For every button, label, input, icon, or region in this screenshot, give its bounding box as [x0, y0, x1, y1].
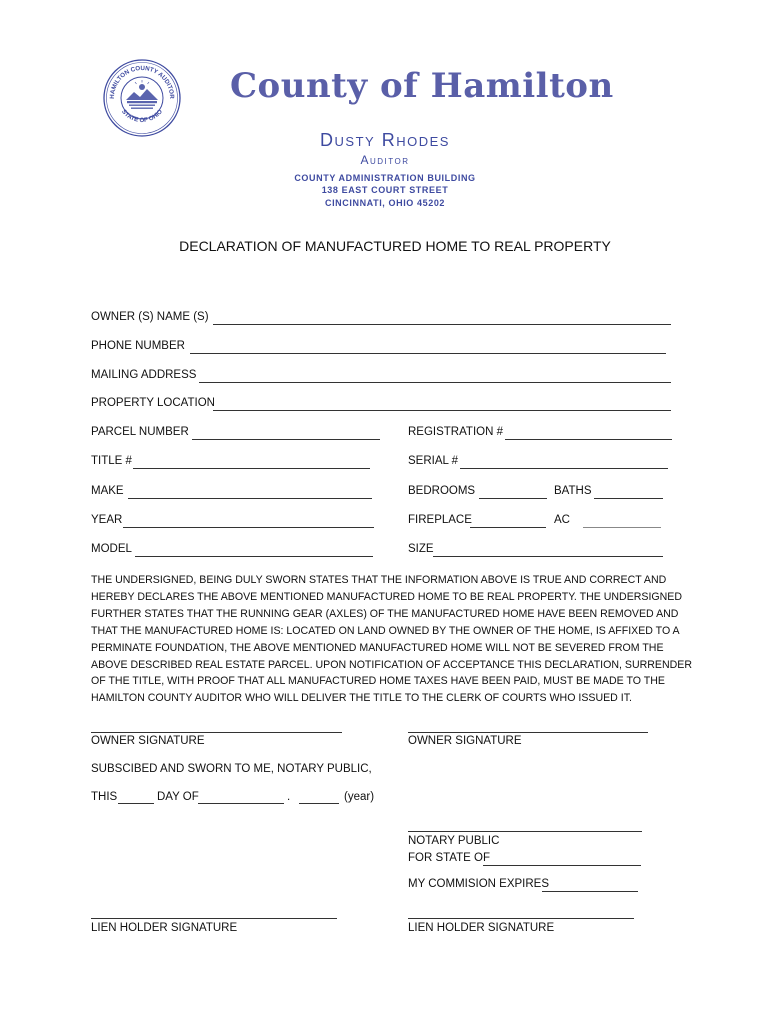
state-field[interactable] — [483, 865, 641, 866]
title-number-field[interactable] — [133, 468, 370, 469]
address-line-2: 138 EAST COURT STREET — [321, 185, 449, 195]
model-label: MODEL — [91, 543, 132, 555]
county-auditor-seal — [102, 58, 182, 138]
declaration-line: ABOVE DESCRIBED REAL ESTATE PARCEL. UPON NOTIFICATION OF ACCEPTANCE THIS DECLARATION, SURRENDER — [91, 658, 692, 671]
svg-text:STATE OF OHIO — [120, 108, 164, 124]
notary-signature-line[interactable] — [408, 831, 642, 832]
bedrooms-field[interactable] — [479, 498, 547, 499]
lien-holder-signature-2-label: LIEN HOLDER SIGNATURE — [408, 922, 555, 934]
notary-public-label: NOTARY PUBLIC — [408, 835, 500, 847]
fireplace-label: FIREPLACE — [408, 514, 472, 526]
year-hint: (year) — [344, 791, 375, 803]
serial-field[interactable] — [460, 468, 668, 469]
registration-label: REGISTRATION # — [408, 426, 503, 438]
title-number-label: TITLE # — [91, 455, 132, 467]
day-field[interactable] — [118, 803, 154, 804]
county-title: County of Hamilton — [230, 66, 614, 106]
phone-number-field[interactable] — [190, 353, 666, 354]
declaration-line: HEREBY DECLARES THE ABOVE MENTIONED MANUFACTURED HOME TO BE REAL PROPERTY. THE UNDERSIGNED — [91, 590, 683, 603]
lien-holder-signature-1-label: LIEN HOLDER SIGNATURE — [91, 922, 238, 934]
owner-signature-2-label: OWNER SIGNATURE — [408, 735, 522, 747]
model-field[interactable] — [135, 556, 373, 557]
property-location-field[interactable] — [213, 410, 671, 411]
auditor-name: Dusty Rhodes — [320, 130, 450, 150]
ac-label: AC — [554, 514, 570, 526]
year-field[interactable] — [123, 527, 374, 528]
parcel-number-field[interactable] — [192, 439, 380, 440]
make-field[interactable] — [128, 498, 372, 499]
mailing-address-field[interactable] — [199, 382, 671, 383]
bedrooms-label: BEDROOMS — [408, 485, 476, 497]
subscribed-statement: SUBSCIBED AND SWORN TO ME, NOTARY PUBLIC, — [91, 763, 372, 775]
size-label: SIZE — [408, 543, 434, 555]
address-line-1: COUNTY ADMINISTRATION BUILDING — [294, 173, 476, 183]
declaration-line: OF THE TITLE, WITH PROOF THAT ALL MANUFACTURED HOME TAXES HAVE BEEN PAID, MUST BE MADE TO THE — [91, 675, 665, 688]
for-state-of-label: FOR STATE OF — [408, 852, 490, 864]
declaration-line: THE UNDERSIGNED, BEING DULY SWORN STATES THAT THE INFORMATION ABOVE IS TRUE AND CORRECT AND — [91, 574, 667, 586]
declaration-line: HAMILTON COUNTY AUDITOR WHO WILL DELIVER THE TITLE TO THE CLERK OF COURTS WHO ISSUED IT. — [91, 692, 632, 705]
baths-field[interactable] — [594, 498, 663, 499]
owner-signature-1-label: OWNER SIGNATURE — [91, 735, 205, 747]
fireplace-field[interactable] — [470, 527, 546, 528]
this-label: THIS — [91, 791, 118, 803]
year-field-notary[interactable] — [299, 803, 339, 804]
seal-ring-text-bottom: STATE OF OHIO — [120, 108, 164, 125]
commission-expires-label: MY COMMISION EXPIRES — [408, 878, 550, 890]
date-dot: . — [287, 791, 291, 803]
mailing-address-label: MAILING ADDRESS — [91, 369, 197, 381]
month-field[interactable] — [198, 803, 284, 804]
seal-ring-text-top: HAMILTON COUNTY AUDITOR — [108, 64, 176, 99]
year-label: YEAR — [91, 514, 123, 526]
owner-signature-2-line[interactable] — [408, 732, 648, 733]
phone-number-label: PHONE NUMBER — [91, 340, 185, 352]
owner-signature-1-line[interactable] — [91, 732, 342, 733]
ac-field[interactable] — [583, 527, 661, 528]
parcel-number-label: PARCEL NUMBER — [91, 426, 189, 438]
owner-names-field[interactable] — [213, 324, 671, 325]
auditor-title: Auditor — [360, 153, 410, 167]
make-label: MAKE — [91, 485, 124, 497]
owner-names-label: OWNER (S) NAME (S) — [91, 311, 209, 323]
address-line-3: CINCINNATI, OHIO 45202 — [324, 198, 446, 208]
day-of-label: DAY OF — [157, 791, 199, 803]
lien-holder-signature-1-line[interactable] — [91, 918, 337, 919]
size-field[interactable] — [433, 556, 663, 557]
declaration-paragraph — [91, 572, 691, 707]
lien-holder-signature-2-line[interactable] — [408, 918, 634, 919]
commission-expires-field[interactable] — [542, 891, 638, 892]
declaration-line: THAT THE MANUFACTURED HOME IS: LOCATED ON LAND OWNED BY THE OWNER OF THE HOME, IS AFFIXED TO A — [91, 624, 680, 637]
serial-label: SERIAL # — [408, 455, 459, 467]
declaration-line: PERMINATE FOUNDATION, THE ABOVE MENTIONED MANUFACTURED HOME WILL NOT BE SEVERED FROM THE — [91, 641, 664, 654]
baths-label: BATHS — [554, 485, 592, 497]
registration-field[interactable] — [505, 439, 672, 440]
property-location-label: PROPERTY LOCATION — [91, 397, 215, 409]
declaration-line: FURTHER STATES THAT THE RUNNING GEAR (AXLES) OF THE MANUFACTURED HOME HAVE BEEN REMOVED AND — [91, 607, 679, 620]
form-title: DECLARATION OF MANUFACTURED HOME TO REAL PROPERTY — [179, 238, 611, 254]
